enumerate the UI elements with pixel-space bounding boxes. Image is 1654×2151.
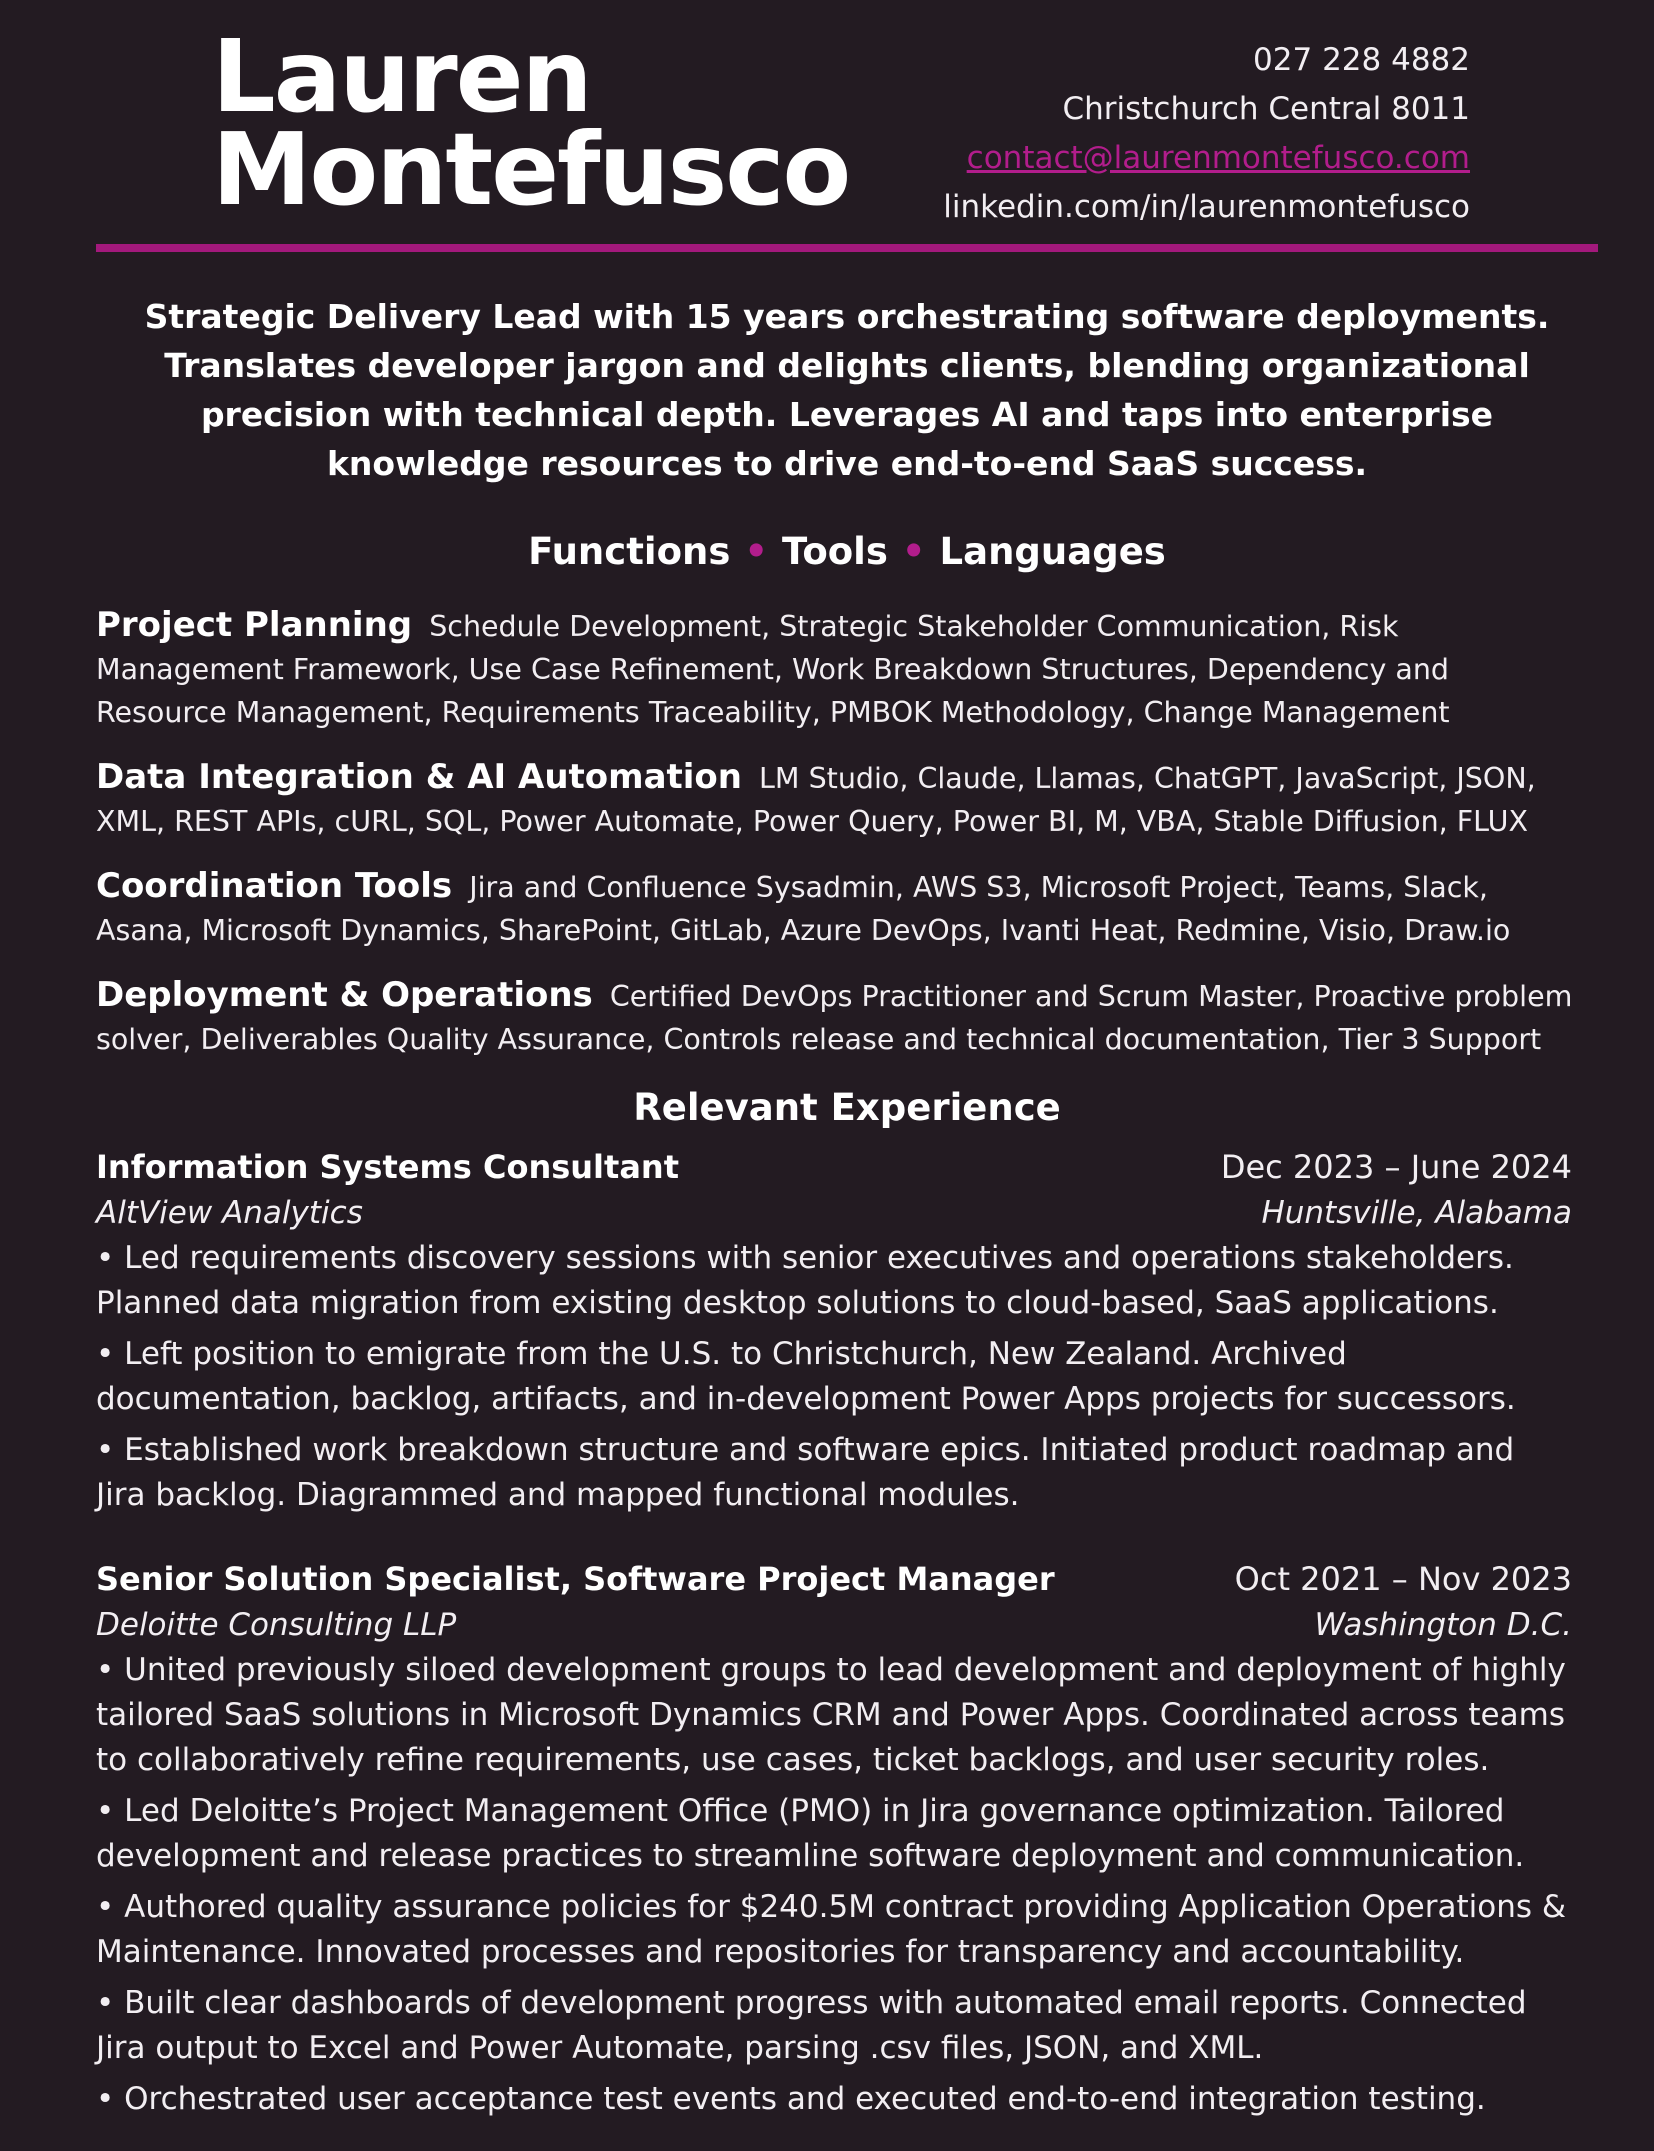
skill-category: Project Planning [96, 605, 413, 645]
contact-block [943, 36, 1470, 232]
bullet-item: • Authored quality assurance policies for $240.5M contract providing Application Operations & Maintenance. Innovated processes and repositories for transparency and accountability. [96, 1885, 1572, 1975]
job-company: Deloitte Consulting LLP [96, 1607, 457, 1643]
linkedin-url: linkedin.com/in/laurenmontefusco [943, 189, 1470, 225]
bullet-item: • Left position to emigrate from the U.S. to Christchurch, New Zealand. Archived documentation, backlog, artifacts, and in-development Power Apps projects for successors. [96, 1332, 1572, 1422]
job-company: AltView Analytics [96, 1195, 363, 1231]
bullet-item: • United previously siloed development groups to lead development and deployment of highly tailored SaaS solutions in Microsoft Dynamics CRM and Power Apps. Coordinated across teams to collaboratively refine requirements, use cases, ticket backlogs, and user security roles. [96, 1648, 1572, 1783]
job-bullets [96, 1648, 1572, 2122]
location: Christchurch Central 8011 [1062, 91, 1470, 127]
skill-group [96, 756, 1576, 843]
job-location: Huntsville, Alabama [1261, 1195, 1572, 1231]
skill-items: Certified DevOps Practitioner and Scrum Master, Proactive problem solver, Deliverables Quality Assurance, Controls release and technical documentation, Tier 3 Support [96, 980, 1573, 1056]
candidate-name [212, 18, 850, 228]
experience-heading: Relevant Experience [633, 1086, 1061, 1129]
job-entry [96, 1556, 1572, 2128]
job-bullets [96, 1236, 1572, 1518]
last-name: Montefusco [212, 111, 850, 228]
skill-items: Schedule Development, Strategic Stakeholder Communication, Risk Management Framework, Use Case Refinement, Work Breakdown Structures, Dependency and Resource Management, Requirements Traceability, PMBOK Methodology, Change Management [96, 610, 1450, 729]
separator-dot: • [744, 530, 769, 573]
bullet-item: • Established work breakdown structure and software epics. Initiated product roadmap and Jira backlog. Diagrammed and mapped functional modules. [96, 1428, 1572, 1518]
header-divider [96, 244, 1598, 252]
email-link[interactable]: contact@laurenmontefusco.com [966, 140, 1470, 176]
bullet-item: • Led Deloitte’s Project Management Office (PMO) in Jira governance optimization. Tailored development and release practices to streamline software deployment and communication. [96, 1789, 1572, 1879]
professional-summary: Strategic Delivery Lead with 15 years orchestrating software deployments. Translates developer jargon and delights clients, blending organizational precision with technical depth. Leverages AI and taps into enterprise knowledge resources to drive end-to-end SaaS success. [144, 297, 1550, 483]
job-entry [96, 1144, 1572, 1524]
skills-heading-tools: Tools [782, 530, 888, 573]
skill-category: Coordination Tools [96, 866, 453, 906]
skill-category: Deployment & Operations [96, 975, 593, 1015]
skills-heading-functions: Functions [528, 530, 731, 573]
job-title: Senior Solution Specialist, Software Project Manager [96, 1560, 1055, 1598]
skills-heading [96, 524, 1598, 580]
skill-group [96, 865, 1576, 952]
skills-list [96, 604, 1576, 1083]
skill-items: LM Studio, Claude, Llamas, ChatGPT, JavaScript, JSON, XML, REST APIs, cURL, SQL, Power Automate, Power Query, Power BI, M, VBA, Stable Diffusion, FLUX [96, 762, 1536, 838]
bullet-item: • Built clear dashboards of development progress with automated email reports. Connected Jira output to Excel and Power Automate, parsing .csv files, JSON, and XML. [96, 1981, 1572, 2071]
first-name: Lauren [212, 18, 591, 135]
skill-group [96, 974, 1576, 1061]
skill-group [96, 604, 1576, 734]
separator-dot: • [901, 530, 926, 573]
skill-items: Jira and Confluence Sysadmin, AWS S3, Microsoft Project, Teams, Slack, Asana, Microsoft Dynamics, SharePoint, GitLab, Azure DevOps, Ivanti Heat, Redmine, Visio, Draw.io [96, 871, 1511, 947]
job-title: Information Systems Consultant [96, 1148, 679, 1186]
job-dates: Dec 2023 – June 2024 [1220, 1148, 1572, 1186]
phone: 027 228 4882 [1253, 42, 1470, 78]
bullet-item: • Led requirements discovery sessions with senior executives and operations stakeholders. Planned data migration from existing desktop solutions to cloud-based, SaaS applications. [96, 1236, 1572, 1326]
skill-category: Data Integration & AI Automation [96, 757, 742, 797]
job-location: Washington D.C. [1314, 1607, 1572, 1643]
skills-heading-languages: Languages [939, 530, 1166, 573]
job-dates: Oct 2021 – Nov 2023 [1234, 1560, 1572, 1598]
bullet-item: • Orchestrated user acceptance test events and executed end-to-end integration testing. [96, 2077, 1572, 2122]
